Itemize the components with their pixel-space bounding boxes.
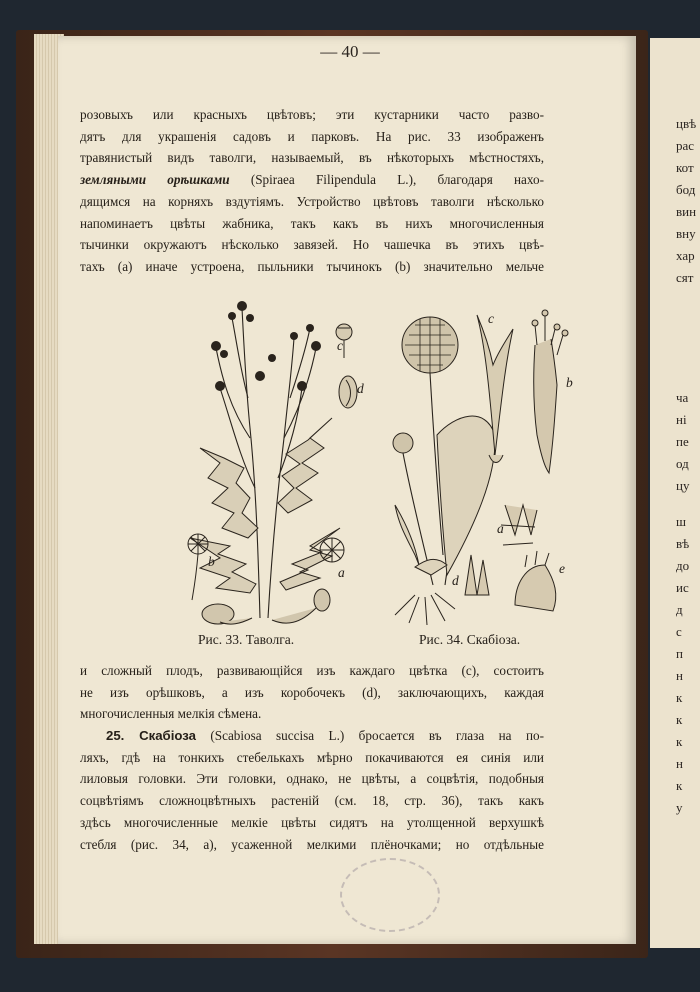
text-fragment: (Scabiosa succisa L.) бросается въ глаза на по- — [195, 728, 544, 743]
text-line: напоминаетъ цвѣты жабника, такъ какъ въ нихъ многочисленныя — [80, 215, 544, 231]
figure-label: b — [566, 375, 573, 390]
caption-figure-33: Рис. 33. Таволга. — [198, 632, 295, 647]
figure-label: a — [497, 521, 504, 536]
text-line: и сложный плодъ, развивающійся изъ каждаго цвѣтка (c), состоитъ — [80, 663, 544, 678]
facing-text: цу — [676, 478, 690, 493]
figure-label: a — [338, 565, 345, 580]
facing-text: н — [676, 756, 683, 771]
text-line: розовыхъ или красныхъ цвѣтовъ; эти кустарники часто разво- — [80, 107, 544, 122]
facing-text: вну — [676, 226, 696, 241]
figure-label: b — [208, 554, 215, 569]
facing-text: к — [676, 712, 683, 727]
figure-label: e — [559, 561, 565, 576]
text-line: стебля (рис. 34, a), усаженной мелкими плёночками; но отдѣльные — [80, 836, 544, 852]
text-line — [80, 169, 544, 191]
figure-34-scabious — [385, 305, 585, 630]
section-25 — [80, 725, 544, 855]
text-line — [80, 725, 544, 747]
text-line: травянистый видъ таволги, называемый, въ нѣкоторыхъ мѣстностяхъ, — [80, 150, 544, 166]
caption-figure-34: Рис. 34. Скабіоза. — [419, 632, 521, 647]
facing-text: к — [676, 734, 683, 749]
italic-term: земляными орѣшками — [80, 172, 230, 188]
facing-text: пе — [676, 434, 689, 449]
facing-text: к — [676, 690, 683, 705]
text-line: ляхъ, гдѣ на тонкихъ стебелькахъ мѣрно покачиваются ея синія или — [80, 749, 544, 765]
facing-text: цвѣ — [676, 116, 697, 131]
text-fragment: (Spiraea Filipendula L.), благодаря нахо- — [229, 172, 544, 188]
section-heading: 25. Скабіоза — [106, 728, 196, 743]
facing-text: рас — [676, 138, 695, 153]
facing-text: кот — [676, 160, 694, 175]
paragraph-top — [80, 104, 544, 278]
text-line: лиловыя головки. Эти головки, однако, не цвѣты, а соцвѣтія, подобныя — [80, 771, 544, 787]
facing-text: од — [676, 456, 689, 471]
figure-label: c — [488, 311, 494, 326]
library-stamp — [340, 858, 440, 932]
text-line: тычинки окружаютъ нѣсколько завязей. Но чашечка въ этихъ цвѣ- — [80, 237, 544, 253]
text-line: тахъ (a) иначе устроена, пыльники тычинокъ (b) значительно мельче — [80, 258, 544, 274]
facing-text: с — [676, 624, 682, 639]
figure-label: d — [357, 381, 364, 396]
text-line: не изъ орѣшковъ, а изъ коробочекъ (d), заключающихъ, каждая — [80, 684, 544, 700]
figure-label: c — [337, 338, 343, 353]
figure-label: d — [452, 573, 459, 588]
facing-text: п — [676, 646, 683, 661]
text-line: соцвѣтіямъ сложноцвѣтныхъ растеній (см. 18, стр. 36), такъ какъ — [80, 793, 544, 809]
facing-text: хар — [676, 248, 695, 263]
text-line: многочисленныя мелкія сѣмена. — [80, 706, 262, 722]
facing-text: к — [676, 778, 683, 793]
facing-text: у — [676, 800, 683, 815]
paragraph-middle — [80, 660, 544, 725]
facing-text: вѣ — [676, 536, 690, 551]
facing-text: ча — [676, 390, 689, 405]
facing-text: сят — [676, 270, 694, 285]
text-line: дятъ для украшенія садовъ и парковъ. На рис. 33 изображенъ — [80, 128, 544, 144]
facing-page — [650, 38, 700, 948]
facing-text: д — [676, 602, 683, 617]
text-line: дящимся на корняхъ вздутіямъ. Устройство цвѣтовъ таволги нѣсколько — [80, 193, 544, 209]
facing-text: бод — [676, 182, 696, 197]
facing-text: вин — [676, 204, 697, 219]
facing-text: ис — [676, 580, 689, 595]
facing-text: до — [676, 558, 690, 573]
page-number: — 40 — — [320, 42, 380, 61]
text-line: здѣсь многочисленные мелкіе цвѣты сидятъ на утолщенной верхушкѣ — [80, 814, 544, 830]
facing-text: ш — [676, 514, 687, 529]
facing-text: ні — [676, 412, 687, 427]
facing-text: н — [676, 668, 683, 683]
